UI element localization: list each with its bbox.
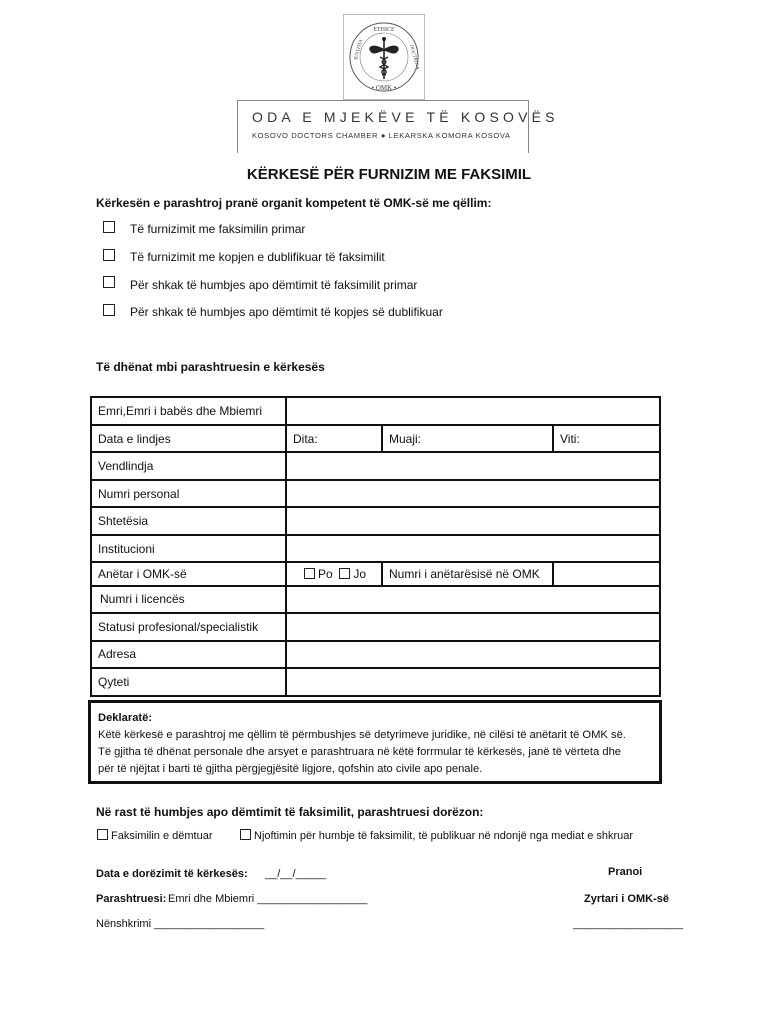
applicant-table	[90, 396, 661, 697]
form-intro: Kërkesën e parashtroj pranë organit kompetent të OMK-së me qëllim:	[96, 196, 492, 210]
no-label: Jo	[353, 566, 367, 581]
svg-text:• OMK •: • OMK •	[371, 84, 397, 92]
submit-date-field[interactable]: __/__/_____	[265, 868, 327, 880]
no-checkbox[interactable]	[339, 568, 350, 579]
applicant-label: Parashtruesi:	[96, 893, 167, 905]
status-label: Statusi profesional/specialistik	[91, 613, 286, 641]
purpose-label-3: Për shkak të humbjes apo dëmtimit të faksimilit primar	[130, 278, 418, 292]
official-signature-field[interactable]: __________________	[573, 918, 684, 930]
org-banner	[237, 100, 559, 153]
purpose-label-4: Për shkak të humbjes apo dëmtimit të kopjes së dublifikuar	[130, 305, 443, 319]
declaration-title: Deklaratë:	[98, 712, 153, 724]
lost-title: Në rast të humbjes apo dëmtimit të faksimilit, parashtruesi dorëzon:	[96, 805, 484, 819]
org-subtitle: KOSOVO DOCTORS CHAMBER ● LEKARSKA KOMORA KOSOVA	[252, 131, 511, 140]
table-row	[91, 452, 660, 480]
declaration-box	[88, 700, 662, 784]
table-row	[91, 480, 660, 507]
birthplace-field[interactable]	[286, 452, 660, 480]
declaration-line-1: Këtë kërkesë e parashtroj me qëllim të përmbushjes së detyrimeve juridike, në cilësi të anëtarit të OMK së.	[98, 729, 626, 741]
member-number-field[interactable]	[553, 562, 660, 586]
purpose-checkbox-3[interactable]	[103, 276, 115, 288]
purpose-checkbox-4[interactable]	[103, 304, 115, 316]
section-title: Të dhënat mbi parashtruesin e kërkesës	[96, 360, 325, 374]
member-label: Anëtar i OMK-së	[91, 562, 286, 586]
address-field[interactable]	[286, 641, 660, 668]
purpose-label-1: Të furnizimit me faksimilin primar	[130, 222, 306, 236]
citizenship-field[interactable]	[286, 507, 660, 535]
lost-option-2[interactable]	[240, 829, 633, 842]
table-row	[91, 507, 660, 535]
svg-text:DOCTRINA: DOCTRINA	[408, 44, 420, 71]
birthplace-label: Vendlindja	[91, 452, 286, 480]
status-field[interactable]	[286, 613, 660, 641]
day-field[interactable]: Dita:	[286, 425, 382, 452]
yes-label: Po	[318, 566, 333, 581]
personal-number-field[interactable]	[286, 480, 660, 507]
applicant-name-field[interactable]: Emri dhe Mbiemri __________________	[168, 893, 368, 905]
damaged-checkbox[interactable]	[97, 829, 108, 840]
purpose-checkbox-2[interactable]	[103, 249, 115, 261]
month-field[interactable]: Muaji:	[382, 425, 553, 452]
signature-field[interactable]: Nënshkrimi __________________	[96, 918, 265, 930]
table-row	[91, 586, 660, 613]
table-row	[91, 562, 660, 586]
omk-seal-logo	[343, 14, 425, 100]
birth-date-label: Data e lindjes	[91, 425, 286, 452]
personal-number-label: Numri personal	[91, 480, 286, 507]
form-title: KËRKESË PËR FURNIZIM ME FAKSIMIL	[246, 166, 532, 183]
table-row	[91, 641, 660, 668]
submit-date-label: Data e dorëzimit të kërkesës:	[96, 868, 248, 880]
institution-field[interactable]	[286, 535, 660, 562]
svg-text:IUSTITIA: IUSTITIA	[354, 38, 365, 61]
lost-option-1[interactable]	[97, 829, 212, 842]
table-row	[91, 668, 660, 696]
table-row	[91, 425, 660, 452]
license-number-field[interactable]	[286, 586, 660, 613]
name-field[interactable]	[286, 397, 660, 425]
city-label: Qyteti	[91, 668, 286, 696]
received-label: Pranoi	[608, 866, 643, 878]
official-label: Zyrtari i OMK-së	[584, 893, 669, 905]
city-field[interactable]	[286, 668, 660, 696]
declaration-line-3: për të njëjtat i barti të gjitha përgjegjësitë ligjore, qofshin ato civile apo penale.	[98, 763, 483, 775]
table-row	[91, 397, 660, 425]
damaged-label: Faksimilin e dëmtuar	[111, 830, 213, 842]
table-row	[91, 535, 660, 562]
yes-checkbox[interactable]	[304, 568, 315, 579]
address-label: Adresa	[91, 641, 286, 668]
citizenship-label: Shtetësia	[91, 507, 286, 535]
institution-label: Institucioni	[91, 535, 286, 562]
org-name: ODA E MJEKËVE TË KOSOVËS	[252, 109, 559, 125]
license-number-label: Numri i licencës	[91, 586, 286, 613]
member-number-label: Numri i anëtarësisë në OMK	[382, 562, 553, 586]
table-row	[91, 613, 660, 641]
purpose-checkbox-1[interactable]	[103, 221, 115, 233]
notice-label: Njoftimin për humbje të faksimilit, të publikuar në ndonjë nga mediat e shkruar	[254, 830, 634, 842]
member-yes-no[interactable]	[286, 562, 382, 586]
notice-checkbox[interactable]	[240, 829, 251, 840]
svg-text:ETHICE: ETHICE	[373, 27, 395, 33]
purpose-label-2: Të furnizimit me kopjen e dublifikuar të faksimilit	[130, 250, 385, 264]
year-field[interactable]: Viti:	[553, 425, 660, 452]
declaration-line-2: Të gjitha të dhënat personale dhe arsyet e parashtruara në këtë forrmular të kërkesës, janë të vërteta dhe	[98, 746, 622, 758]
name-label: Emri,Emri i babës dhe Mbiemri	[91, 397, 286, 425]
